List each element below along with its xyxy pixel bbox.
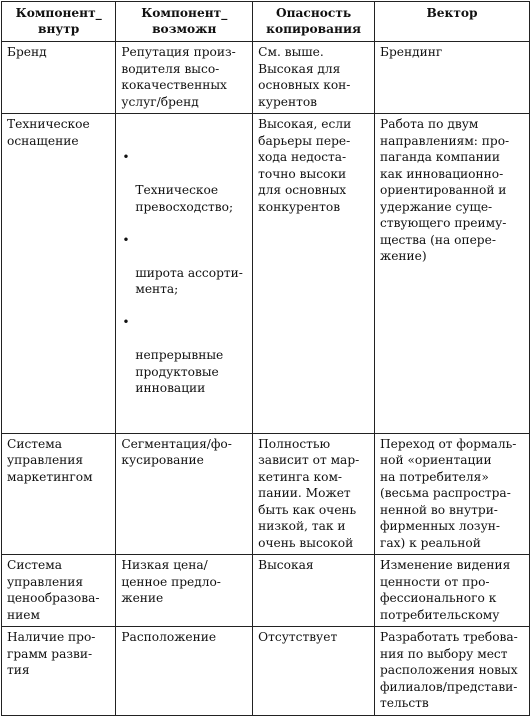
cell-component-internal: Система управления ценообразова- нием xyxy=(2,555,116,627)
table-row xyxy=(2,555,530,627)
component-table xyxy=(1,1,530,716)
cell-component-possible xyxy=(116,114,253,434)
header-component-internal: Компонент_ внутр xyxy=(2,2,116,42)
cell-component-possible: Репутация произ- водителя высо- кокачественных услуг/бренд xyxy=(116,42,253,114)
table-row xyxy=(2,114,530,434)
list-item-text: непрерывные продуктовые инновации xyxy=(135,348,224,395)
list-item xyxy=(121,314,248,397)
cell-component-possible: Низкая цена/ ценное предло- жение xyxy=(116,555,253,627)
cell-vector: Разработать требова- ния по выбору мест расположения новых филиалов/представи- тельств xyxy=(375,627,530,716)
header-component-possible: Компонент_ возможн xyxy=(116,2,253,42)
list-item-text: Техническое превосходство; xyxy=(135,183,234,214)
table-row xyxy=(2,627,530,716)
cell-copy-danger: Отсутствует xyxy=(253,627,375,716)
table-header-row xyxy=(2,2,530,42)
list-item-text: широта ассорти- мента; xyxy=(135,265,243,296)
cell-vector: Изменение видения ценности от про- фессионального к потребительскому xyxy=(375,555,530,627)
cell-component-internal: Техническое оснащение xyxy=(2,114,116,434)
header-copy-danger: Опасность копирования xyxy=(253,2,375,42)
bullet-icon: • xyxy=(122,232,130,247)
cell-vector: Работа по двум направлениям: про- паганда компании как инновационно- ориентированной и удержание суще- ствующего преиму- щества (на опере- жение) xyxy=(375,114,530,434)
cell-vector: Переход от формаль- ной «ориентации на потребителя» (весьма распростра- ненной во внутри- фирменных лозун- гах) к реальной xyxy=(375,433,530,555)
cell-copy-danger: Высокая xyxy=(253,555,375,627)
table-row xyxy=(2,42,530,114)
bullet-list xyxy=(121,133,248,414)
bullet-icon: • xyxy=(122,315,130,329)
cell-component-possible: Сегментация/фо- кусирование xyxy=(116,433,253,555)
cell-copy-danger: Полностью зависит от мар- кетинга ком- пании. Может быть как очень низкой, так и очень высокой xyxy=(253,433,375,555)
cell-component-internal: Наличие про- грамм разви- тия xyxy=(2,627,116,716)
bullet-icon: • xyxy=(122,150,130,164)
table-row xyxy=(2,433,530,555)
cell-copy-danger: См. выше. Высокая для основных кон- курентов xyxy=(253,42,375,114)
list-item xyxy=(121,232,248,298)
cell-copy-danger: Высокая, если барьеры пере- хода недоста- точно высоки для основных конкурентов xyxy=(253,114,375,434)
header-vector: Вектор xyxy=(375,2,530,42)
cell-component-internal: Бренд xyxy=(2,42,116,114)
cell-vector: Брендинг xyxy=(375,42,530,114)
cell-component-internal: Система управления маркетингом xyxy=(2,433,116,555)
list-item xyxy=(121,149,248,215)
cell-component-possible: Расположение xyxy=(116,627,253,716)
